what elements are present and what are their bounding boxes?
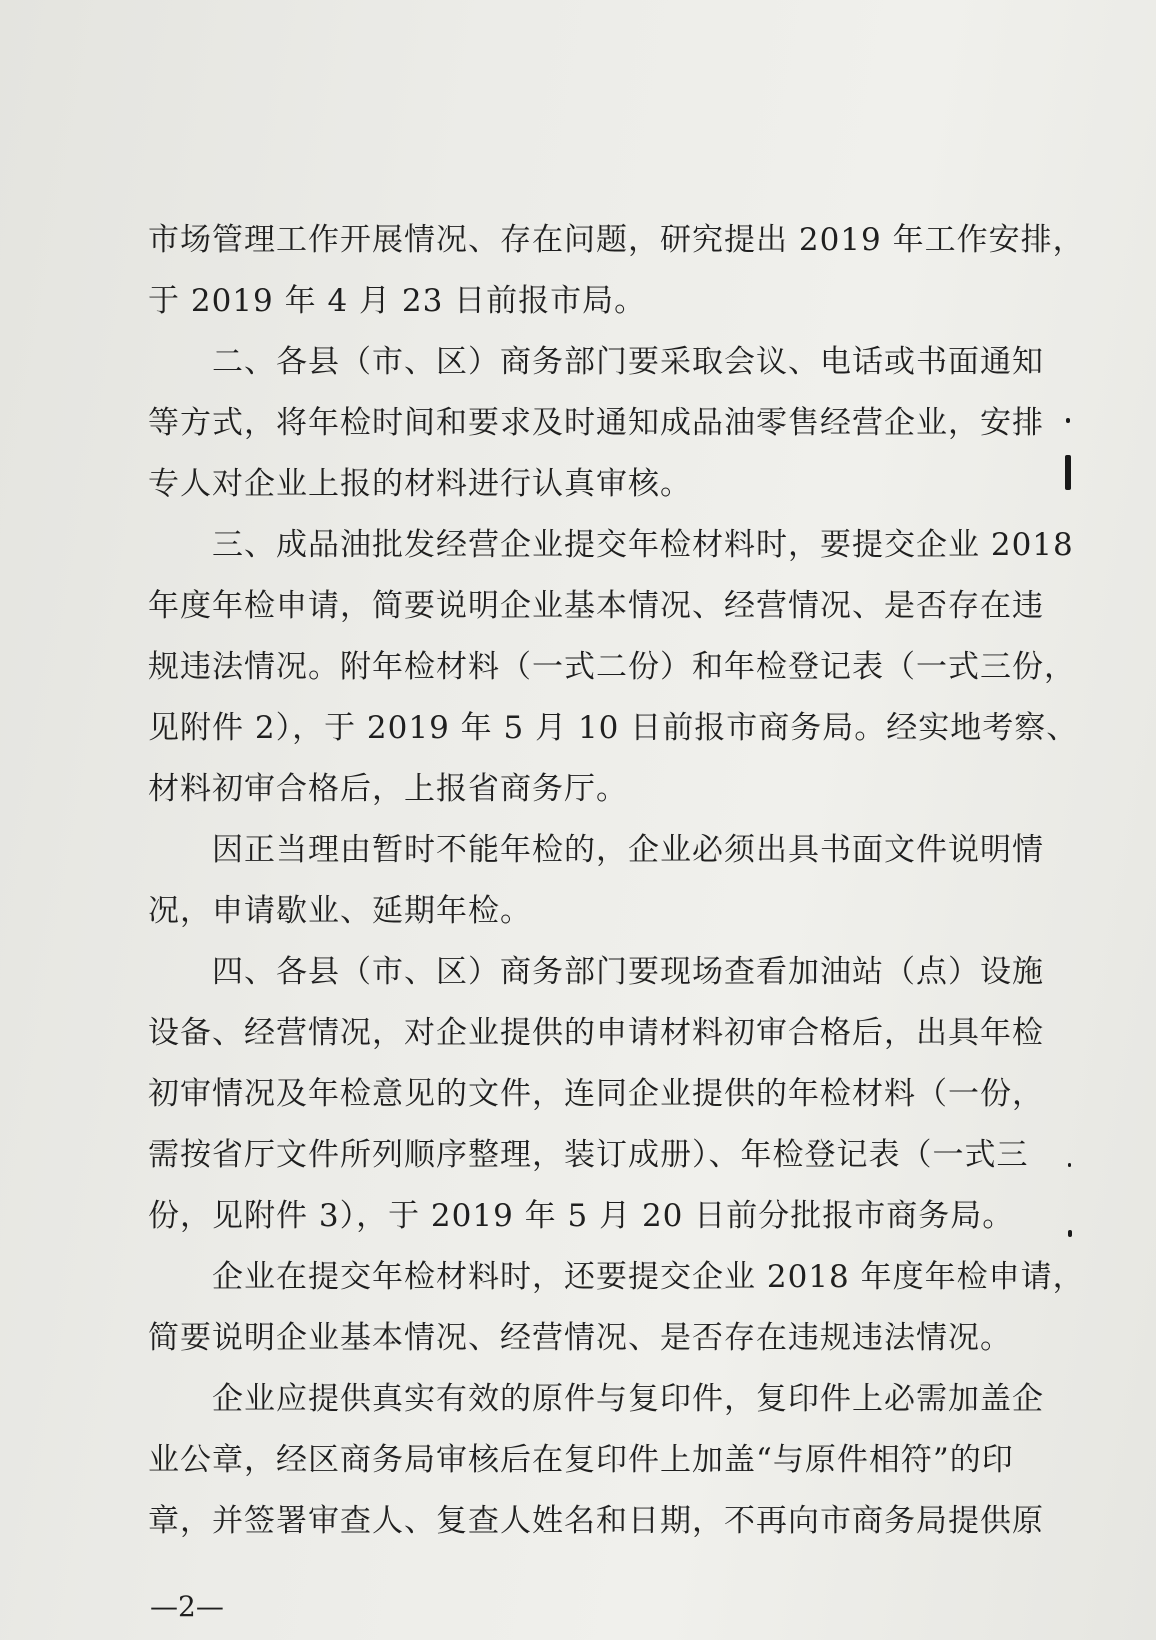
text-line: 规违法情况。附年检材料（一式二份）和年检登记表（一式三份，	[148, 649, 1076, 685]
text-line: 章，并签署审查人、复查人姓名和日期，不再向市商务局提供原	[148, 1503, 1044, 1539]
text-line: 等方式，将年检时间和要求及时通知成品油零售经营企业，安排	[148, 405, 1044, 441]
text-line: 四、各县（市、区）商务部门要现场查看加油站（点）设施	[212, 954, 1044, 990]
text-line: 专人对企业上报的材料进行认真审核。	[148, 466, 692, 502]
text-line: 业公章，经区商务局审核后在复印件上加盖“与原件相符”的印	[148, 1442, 1014, 1478]
text-line: 设备、经营情况，对企业提供的申请材料初审合格后，出具年检	[148, 1015, 1044, 1051]
text-line: 需按省厅文件所列顺序整理，装订成册）、年检登记表（一式三	[148, 1137, 1029, 1173]
text-line: 份，见附件 3），于 2019 年 5 月 20 日前分批报市商务局。	[148, 1198, 1015, 1234]
margin-mark-dot	[1068, 1163, 1071, 1167]
text-line: 于 2019 年 4 月 23 日前报市局。	[148, 283, 647, 319]
text-line: 三、成品油批发经营企业提交年检材料时，要提交企业 2018	[212, 527, 1074, 563]
text-line: 年度年检申请，简要说明企业基本情况、经营情况、是否存在违	[148, 588, 1044, 624]
text-line: 市场管理工作开展情况、存在问题，研究提出 2019 年工作安排，	[148, 222, 1085, 258]
body-text	[148, 210, 1085, 1552]
text-line: 因正当理由暂时不能年检的，企业必须出具书面文件说明情	[212, 832, 1044, 868]
text-line: 见附件 2），于 2019 年 5 月 10 日前报市商务局。经实地考察、	[148, 710, 1079, 746]
page-number: —2—	[150, 1590, 224, 1623]
margin-mark-dash	[1065, 455, 1071, 490]
text-line: 二、各县（市、区）商务部门要采取会议、电话或书面通知	[212, 344, 1044, 380]
text-line: 初审情况及年检意见的文件，连同企业提供的年检材料（一份，	[148, 1076, 1044, 1112]
text-line: 材料初审合格后，上报省商务厅。	[148, 771, 628, 807]
text-line: 况，申请歇业、延期年检。	[148, 893, 532, 929]
text-line: 简要说明企业基本情况、经营情况、是否存在违规违法情况。	[148, 1320, 1012, 1356]
margin-mark-dot	[1066, 418, 1070, 423]
text-line: 企业在提交年检材料时，还要提交企业 2018 年度年检申请，	[212, 1259, 1085, 1295]
text-line: 企业应提供真实有效的原件与复印件，复印件上必需加盖企	[212, 1381, 1044, 1417]
margin-mark-dot	[1068, 1230, 1072, 1237]
